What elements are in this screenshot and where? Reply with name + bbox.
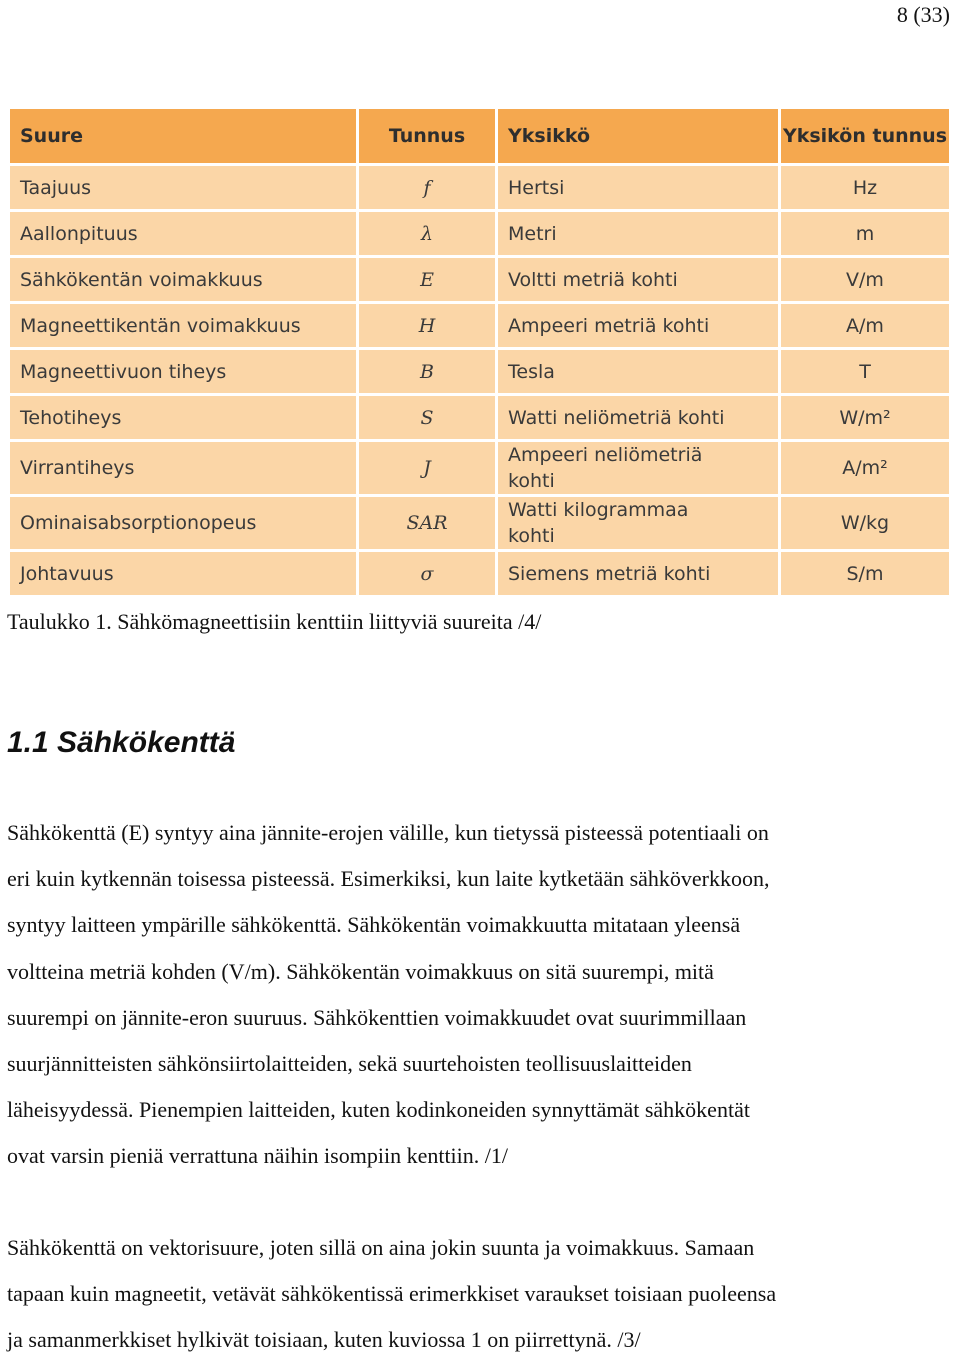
page-number: 8 (33) xyxy=(896,2,950,27)
unit-symbol-cell: m xyxy=(780,211,951,257)
paragraph-2 xyxy=(7,1225,953,1364)
unit-symbol-cell: A/m xyxy=(780,303,951,349)
unit-symbol-cell: S/m xyxy=(780,551,951,597)
table-row xyxy=(9,551,951,597)
paragraph-line: voltteina metriä kohden (V/m). Sähkökentän voimakkuus on sitä suurempi, mitä xyxy=(7,958,714,984)
unit-symbol-cell: Hz xyxy=(780,165,951,211)
unit-symbol-cell: A/m² xyxy=(780,441,951,496)
quantity-cell: Johtavuus xyxy=(9,551,358,597)
unit-symbol-cell: T xyxy=(780,349,951,395)
paragraph-line: tapaan kuin magneetit, vetävät sähkökentissä erimerkkiset varaukset toisiaan puoleensa xyxy=(7,1281,777,1307)
quantity-cell: Sähkökentän voimakkuus xyxy=(9,257,358,303)
paragraph-line: Sähkökenttä on vektorisuure, joten sillä on aina jokin suunta ja voimakkuus. Samaan xyxy=(7,1235,755,1260)
table-row xyxy=(9,303,951,349)
section-heading: 1.1 Sähkökenttä xyxy=(7,726,236,759)
unit-symbol-cell: V/m xyxy=(780,257,951,303)
paragraph-line: suurempi on jännite-eron suuruus. Sähkökenttien voimakkuudet ovat suurimmillaan xyxy=(7,1004,747,1030)
paragraph-line: läheisyydessä. Pienempien laitteiden, kuten kodinkoneiden synnyttämät sähkökentät xyxy=(7,1097,750,1123)
units-table xyxy=(7,106,952,598)
symbol-cell: σ xyxy=(358,551,497,597)
quantity-cell: Tehotiheys xyxy=(9,395,358,441)
table-row xyxy=(9,257,951,303)
unit-symbol-cell: W/kg xyxy=(780,496,951,551)
paragraph-line: Sähkökenttä (E) syntyy aina jännite-erojen välille, kun tietyssä pisteessä potentiaali on xyxy=(7,820,769,845)
unit-cell: Hertsi xyxy=(497,165,780,211)
paragraph-line: syntyy laitteen ympärille sähkökenttä. Sähkökentän voimakkuutta mitataan yleensä xyxy=(7,912,741,938)
unit-cell: Tesla xyxy=(497,349,780,395)
unit-cell: Metri xyxy=(497,211,780,257)
unit-cell: Siemens metriä kohti xyxy=(497,551,780,597)
symbol-cell: B xyxy=(358,349,497,395)
symbol-cell: S xyxy=(358,395,497,441)
paragraph-1 xyxy=(7,810,953,1180)
unit-cell: Ampeeri neliömetriä kohti xyxy=(497,441,780,496)
table-caption: Taulukko 1. Sähkömagneettisiin kenttiin liittyviä suureita /4/ xyxy=(7,609,542,634)
header-unit-symbol: Yksikön tunnus xyxy=(780,108,951,165)
table-row xyxy=(9,165,951,211)
table-row xyxy=(9,349,951,395)
symbol-cell: f xyxy=(358,165,497,211)
unit-cell: Watti kilogrammaa kohti xyxy=(497,496,780,551)
header-quantity: Suure xyxy=(9,108,358,165)
table-row xyxy=(9,211,951,257)
unit-symbol-cell: W/m² xyxy=(780,395,951,441)
symbol-cell: H xyxy=(358,303,497,349)
header-unit: Yksikkö xyxy=(497,108,780,165)
quantity-cell: Ominaisabsorptionopeus xyxy=(9,496,358,551)
unit-cell: Watti neliömetriä kohti xyxy=(497,395,780,441)
quantity-cell: Magneettivuon tiheys xyxy=(9,349,358,395)
symbol-cell: λ xyxy=(358,211,497,257)
unit-cell: Voltti metriä kohti xyxy=(497,257,780,303)
table-row xyxy=(9,395,951,441)
unit-cell: Ampeeri metriä kohti xyxy=(497,303,780,349)
symbol-cell: SAR xyxy=(358,496,497,551)
quantity-cell: Aallonpituus xyxy=(9,211,358,257)
table-row xyxy=(9,441,951,496)
table-header-row xyxy=(9,108,951,165)
header-symbol: Tunnus xyxy=(358,108,497,165)
quantity-cell: Virrantiheys xyxy=(9,441,358,496)
paragraph-line: suurjännitteisten sähkönsiirtolaitteiden, sekä suurtehoisten teollisuuslaitteiden xyxy=(7,1051,692,1077)
quantity-cell: Taajuus xyxy=(9,165,358,211)
symbol-cell: J xyxy=(358,441,497,496)
table-row xyxy=(9,496,951,551)
quantity-cell: Magneettikentän voimakkuus xyxy=(9,303,358,349)
symbol-cell: E xyxy=(358,257,497,303)
paragraph-line: eri kuin kytkennän toisessa pisteessä. Esimerkiksi, kun laite kytketään sähköverkkoon, xyxy=(7,866,770,892)
paragraph-line: ja samanmerkkiset hylkivät toisiaan, kuten kuviossa 1 on piirrettynä. /3/ xyxy=(7,1327,641,1353)
paragraph-line: ovat varsin pieniä verrattuna näihin isompiin kenttiin. /1/ xyxy=(7,1143,509,1169)
